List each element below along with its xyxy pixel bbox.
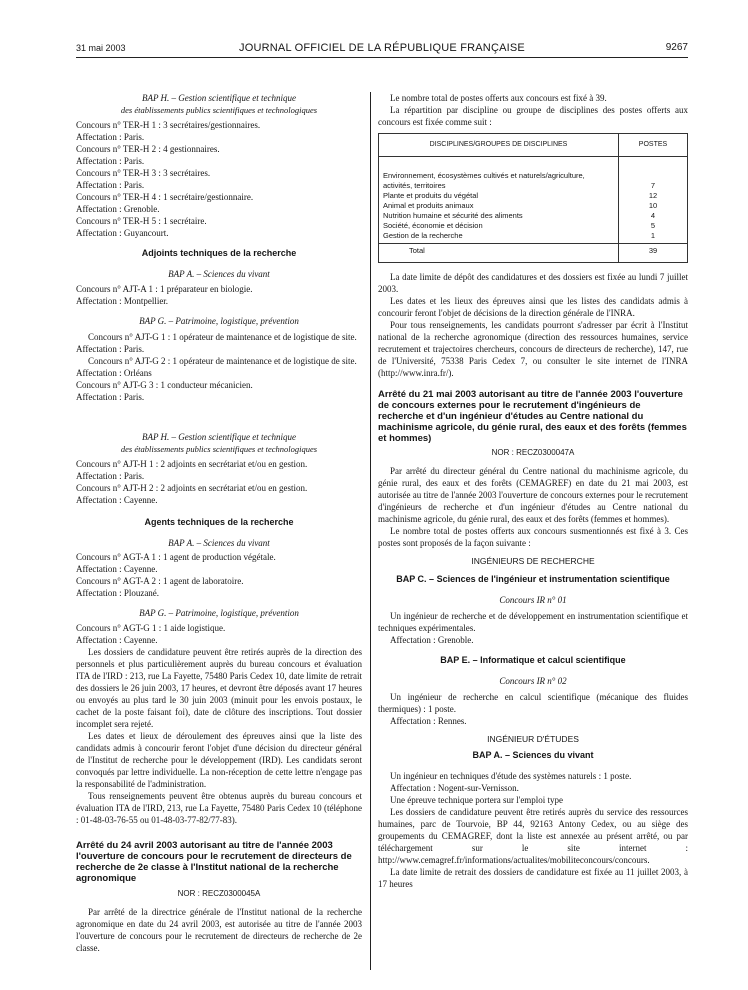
renseignements-paragraph: Tous renseignements peuvent être obtenus auprès du bureau concours et évaluation ITA de l'IRD, 213, rue La Fayette, 75480 Paris Cedex 10 (téléphone : 01-48-03-76-55 ou 01-48-03-77-82/77-83). xyxy=(76,791,362,825)
column-divider xyxy=(370,92,371,970)
ir-01-affectation: Affectation : Grenoble. xyxy=(390,635,474,645)
discipline-label: Nutrition humaine et sécurité des aliments xyxy=(383,211,523,220)
arrete-paragraph: Par arrêté de la directrice générale de l'Institut national de la recherche agronomique en date du 24 avril 2003, est autorisée au titre de l'année 2003 l'ouverture de concours pour le recrutement de directeurs de recherche de 2e classe. xyxy=(76,907,362,953)
bap-h-heading: BAP H. – Gestion scientifique et technique xyxy=(141,93,297,103)
right-column xyxy=(378,92,688,890)
arrete-title: Arrêté du 24 avril 2003 autorisant au titre de l'année 2003 l'ouverture de concours pour le recrutement de directeurs de recherche de 2e classe à l'Institut national de la recherche agronomique xyxy=(76,840,352,884)
dossiers-cemagref-paragraph: Les dossiers de candidature peuvent être retirés auprès du service des ressources humaines, parc de Tourvoie, BP 44, 92163 Antony Cedex, ou au siège des groupements du CEMAGREF, dont la liste est annexée au présent arrêté, ou par téléchargement sur le site internet : http://www.cemagref.fr/informations/actualites/mobiliteconcours/concours. xyxy=(378,807,688,865)
list-item: Concours n° AJT-G 3 : 1 conducteur mécanicien. xyxy=(76,380,253,390)
adjoints-bap-g-list xyxy=(76,331,362,403)
ie-bap-a-heading: BAP A. – Sciences du vivant xyxy=(472,750,594,760)
list-item: Concours n° TER-H 4 : 1 secrétaire/gestionnaire. xyxy=(76,192,254,202)
list-item: Affectation : Paris. xyxy=(76,471,145,481)
list-item: Concours n° AJT-H 2 : 2 adjoints en secrétariat et/ou en gestion. xyxy=(76,483,308,493)
candidature-paragraph: Les dossiers de candidature peuvent être retirés auprès de la direction des personnels et plus particulièrement auprès du bureau concours et évaluation ITA de l'IRD : 213, rue La Fayette, 75480 Paris Cedex 10, date limite de retrait des dossiers le 26 juin 2003, 17 heures, et devront être déposés avant 17 heures ou envoyés au plus tard le 30 juin 2003 (minuit pour les envois postaux, le cachet de la poste faisant foi), date de clôture des inscriptions. Tout dossier incomplet sera rejeté. xyxy=(76,647,362,729)
list-item: Concours n° AJT-H 1 : 2 adjoints en secrétariat et/ou en gestion. xyxy=(76,459,308,469)
date-limite-paragraph: La date limite de dépôt des candidatures et des dossiers est fixée au lundi 7 juillet 2003. xyxy=(378,272,688,294)
table-header-postes: POSTES xyxy=(619,134,688,157)
discipline-label: Société, économie et décision xyxy=(383,221,483,230)
dates-lieux-paragraph: Les dates et les lieux des épreuves ainsi que les listes des candidats admis à concourir feront l'objet de décisions de la direction générale de l'INRA. xyxy=(378,296,688,318)
list-item: Affectation : Paris. xyxy=(76,344,145,354)
list-item: Affectation : Paris. xyxy=(76,156,145,166)
list-item: Concours n° TER-H 1 : 3 secrétaires/gestionnaires. xyxy=(76,120,261,130)
list-item: Concours n° TER-H 5 : 1 secrétaire. xyxy=(76,216,207,226)
ir-02-affectation: Affectation : Rennes. xyxy=(390,716,467,726)
bap-e-heading: BAP E. – Informatique et calcul scientifique xyxy=(440,655,626,665)
table-row xyxy=(379,157,688,244)
epreuves-paragraph: Les dates et lieux de déroulement des épreuves ainsi que la liste des candidats admis à concourir feront l'objet d'une décision du directeur général de l'Institut de recherche pour le développement (IRD). Les candidats seront convoqués par lettre individuelle. La non-réception de cette lettre n'engage pas la responsabilité de l'administration. xyxy=(76,731,362,789)
bap-c-heading: BAP C. – Sciences de l'ingénieur et instrumentation scientifique xyxy=(396,574,670,584)
ie-description: Un ingénieur en techniques d'étude des systèmes naturels : 1 poste. xyxy=(390,771,632,781)
agents-bap-a-heading: BAP A. – Sciences du vivant xyxy=(168,538,270,548)
date-limite-retrait-paragraph: La date limite de retrait des dossiers de candidature est fixée au 11 juillet 2003, à 17 heures xyxy=(378,867,688,889)
list-item: Concours n° AGT-A 2 : 1 agent de laboratoire. xyxy=(76,576,244,586)
issue-date: 31 mai 2003 xyxy=(76,43,126,53)
list-item: Affectation : Montpellier. xyxy=(76,296,169,306)
adjoints-heading: Adjoints techniques de la recherche xyxy=(141,248,297,258)
left-column xyxy=(76,92,362,954)
ie-affectation: Affectation : Nogent-sur-Vernisson. xyxy=(390,783,519,793)
adjoints-bap-a-heading: BAP A. – Sciences du vivant xyxy=(168,269,270,279)
total-value: 39 xyxy=(619,244,688,263)
list-item: Affectation : Cayenne. xyxy=(76,564,158,574)
arrete-cemagref-title: Arrêté du 21 mai 2003 autorisant au titre de l'année 2003 l'ouverture de concours externes pour le recrutement d'ingénieurs de recherche et d'un ingénieur d'études au Centre national du machinisme agricole, du génie rural, des eaux et des forêts (femmes et hommes) xyxy=(378,389,687,444)
agents-heading: Agents techniques de la recherche xyxy=(144,517,294,527)
ir-heading: INGÉNIEURS DE RECHERCHE xyxy=(471,556,595,566)
page-number: 9267 xyxy=(665,42,688,53)
list-item: Affectation : Cayenne. xyxy=(76,635,158,645)
list-item: Affectation : Cayenne. xyxy=(76,495,158,505)
ir-01-description: Un ingénieur de recherche et de développement en instrumentation scientifique et techniques expérimentales. xyxy=(378,611,688,633)
postes-value: 5 xyxy=(650,221,656,230)
total-postes-paragraph: Le nombre total de postes offerts aux concours est fixé à 39. xyxy=(390,93,607,103)
adjoints-bap-g-heading: BAP G. – Patrimoine, logistique, prévention xyxy=(139,316,299,326)
adjoints-bap-a-list xyxy=(76,283,362,307)
postes-value: 4 xyxy=(650,211,656,220)
list-item: Affectation : Orléans xyxy=(76,368,152,378)
postes-repartition-paragraph: Le nombre total de postes offerts aux concours susmentionnés est fixé à 3. Ces postes sont proposés de la façon suivante : xyxy=(378,526,688,548)
nor-reference: NOR : RECZ0300045A xyxy=(177,889,261,898)
adjoints-bap-h-list xyxy=(76,458,362,506)
list-item: Affectation : Paris. xyxy=(76,180,145,190)
postes-value: 12 xyxy=(648,191,658,200)
adjoints-bap-h-heading: BAP H. – Gestion scientifique et technique xyxy=(141,432,297,442)
bap-h-heading-sub: des établissements publics scientifiques et technologiques xyxy=(120,105,318,115)
list-item: Affectation : Plouzané. xyxy=(76,588,160,598)
list-item: Affectation : Paris. xyxy=(76,392,145,402)
discipline-label: Plante et produits du végétal xyxy=(383,191,479,200)
list-item: Concours n° AJT-A 1 : 1 préparateur en biologie. xyxy=(76,284,253,294)
disciplines-table xyxy=(378,133,688,263)
journal-title: JOURNAL OFFICIEL DE LA RÉPUBLIQUE FRANÇAISE xyxy=(239,42,525,54)
list-item: Concours n° AGT-G 1 : 1 aide logistique. xyxy=(76,623,226,633)
discipline-label: Animal et produits animaux xyxy=(383,201,474,210)
list-item: Affectation : Grenoble. xyxy=(76,204,160,214)
agents-bap-a-list xyxy=(76,551,362,599)
postes-value: 10 xyxy=(648,201,658,210)
renseignements-inra-paragraph: Pour tous renseignements, les candidats pourront s'adresser par écrit à l'Institut national de la recherche agronomique (direction des ressources humaines, service recrutement et trajectoires chercheurs, concours de directeurs de recherche), 147, rue de l'Université, 75338 Paris Cedex 7, ou consulter le site internet de l'INRA (http://www.inra.fr/). xyxy=(378,320,688,378)
postes-value: 7 xyxy=(650,181,656,190)
table-header-row xyxy=(379,134,688,157)
discipline-label: Gestion de la recherche xyxy=(383,231,463,240)
bap-h-list xyxy=(76,119,362,239)
ie-heading: INGÉNIEUR D'ÉTUDES xyxy=(487,734,579,744)
agents-bap-g-heading: BAP G. – Patrimoine, logistique, prévention xyxy=(139,608,299,618)
table-total-row xyxy=(379,244,688,263)
concours-ir-01: Concours IR n° 01 xyxy=(499,595,567,605)
table-cell-labels xyxy=(379,157,619,244)
list-item: Concours n° TER-H 3 : 3 secrétaires. xyxy=(76,168,211,178)
repartition-paragraph: La répartition par discipline ou groupe de disciplines des postes offerts aux concours est fixée comme suit : xyxy=(378,105,688,127)
ie-epreuve: Une épreuve technique portera sur l'emploi type xyxy=(390,795,564,805)
spacer xyxy=(623,171,683,181)
list-item: Concours n° TER-H 2 : 4 gestionnaires. xyxy=(76,144,220,154)
cemagref-paragraph: Par arrêté du directeur général du Centre national du machinisme agricole, du génie rural, des eaux et des forêts (CEMAGREF) en date du 21 mai 2003, est autorisée au titre de l'année 2003 l'ouverture de concours externes pour le recrutement d'ingénieurs de recherche et d'un ingénieur d'études au Centre national du machinisme agricole, du génie rural, des eaux et des forêts (femmes et hommes). xyxy=(378,466,688,524)
list-item: Affectation : Paris. xyxy=(76,132,145,142)
concours-ir-02: Concours IR n° 02 xyxy=(499,676,567,686)
agents-bap-g-list xyxy=(76,622,362,646)
discipline-label: Environnement, écosystèmes cultivés et naturels/agriculture, activités, territoires xyxy=(383,171,585,190)
postes-value: 1 xyxy=(650,231,656,240)
table-cell-values xyxy=(619,157,688,244)
list-item: Concours n° AJT-G 1 : 1 opérateur de maintenance et de logistique de site. xyxy=(88,332,357,342)
nor-reference-cemagref: NOR : RECZ0300047A xyxy=(491,448,575,457)
list-item: Concours n° AJT-G 2 : 1 opérateur de maintenance et de logistique de site. xyxy=(88,356,357,366)
list-item: Affectation : Guyancourt. xyxy=(76,228,169,238)
adjoints-bap-h-heading-sub: des établissements publics scientifiques et technologiques xyxy=(120,444,318,454)
header-rule xyxy=(76,57,688,58)
ir-02-description: Un ingénieur de recherche en calcul scientifique (mécanique des fluides thermiques) : 1 poste. xyxy=(378,692,688,714)
table-header-disciplines: DISCIPLINES/GROUPES DE DISCIPLINES xyxy=(379,134,619,157)
page-header xyxy=(76,42,688,56)
total-label: Total xyxy=(379,244,619,263)
list-item: Concours n° AGT-A 1 : 1 agent de production végétale. xyxy=(76,552,276,562)
